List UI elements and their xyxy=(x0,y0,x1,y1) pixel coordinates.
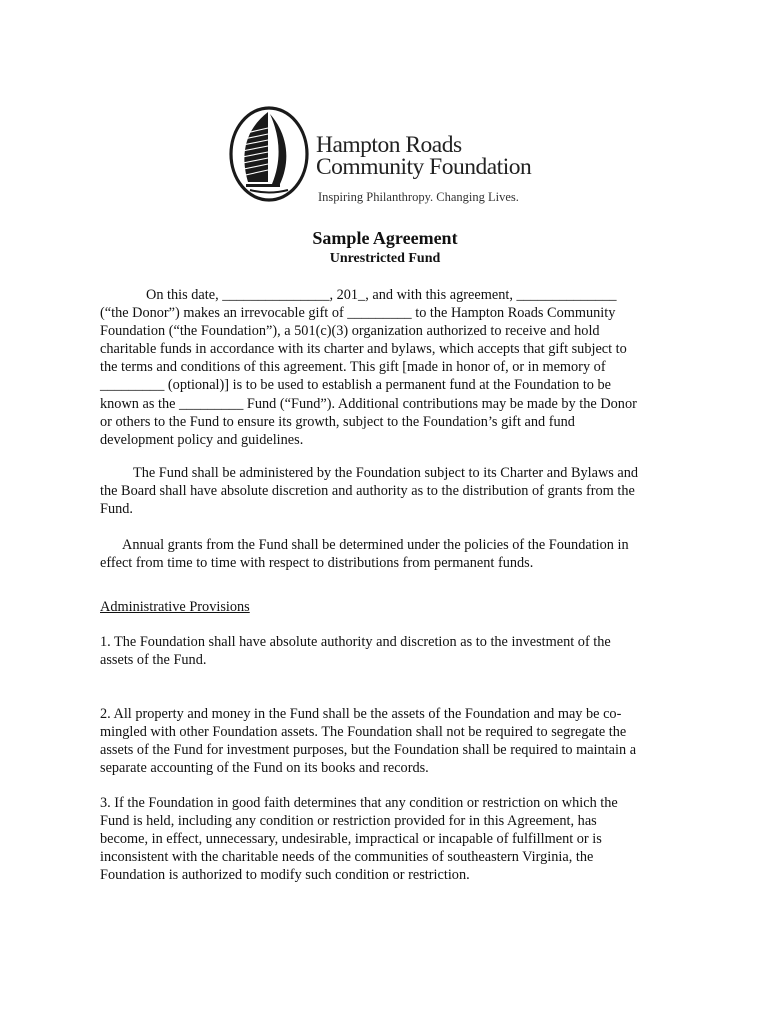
provision-3 xyxy=(100,794,645,884)
logo-org-name xyxy=(316,134,531,178)
logo-name-line-1: Hampton Roads xyxy=(316,132,462,158)
section-heading-text: Administrative Provisions xyxy=(100,599,250,615)
provision-text: 3. If the Foundation in good faith determines that any condition or restriction on which the Fund is held, including any condition or restriction provided for in this Agreement, has become, in effect, unnecessary, undesirable, impractical or incapable of fulfillment or is inconsistent with the charitable needs of the communities of southeastern Virginia, the Foundation is authorized to modify such condition or restriction. xyxy=(100,795,618,884)
provision-1 xyxy=(100,633,645,669)
document-subtitle: Unrestricted Fund xyxy=(329,251,441,266)
logo-name-line-2: Community Foundation xyxy=(316,154,532,180)
document-title: Sample Agreement xyxy=(312,228,458,248)
provision-text: 1. The Foundation shall have absolute authority and discretion as to the investment of the assets of the Fund. xyxy=(100,634,611,669)
paragraph-gift xyxy=(100,286,645,449)
sail-emblem-icon xyxy=(228,104,310,204)
paragraph-text: The Fund shall be administered by the Foundation subject to its Charter and Bylaws and the Board shall have absolute discretion and authority as to the distribution of grants from the Fund. xyxy=(100,465,639,518)
provision-text: 2. All property and money in the Fund shall be the assets of the Foundation and may be co-mingled with other Foundation assets. The Foundation shall not be required to segregate the assets of the Fund for investment purposes, but the Foundation shall be required to maintain a separate accounting of the Fund on its books and records. xyxy=(100,706,637,777)
provision-2 xyxy=(100,705,645,777)
section-heading xyxy=(100,598,645,616)
paragraph-administration xyxy=(100,464,645,518)
logo-tagline: Inspiring Philanthropy. Changing Lives. xyxy=(318,190,519,204)
foundation-logo xyxy=(228,104,532,204)
paragraph-annual-grants xyxy=(100,536,645,572)
paragraph-text: Annual grants from the Fund shall be determined under the policies of the Foundation in effect from time to time with respect to distributions from permanent funds. xyxy=(100,537,629,572)
paragraph-text: On this date, _______________, 201_, and with this agreement, ______________ (“the Donor”) makes an irrevocable gift of _________ to the Hampton Roads Community Foundation (“the Foundation”), a 501(c)(3) organization authorized to receive and hold charitable funds in accordance with its charter and bylaws, which accepts that gift subject to the terms and conditions of this agreement. This gift [made in honor of, or in memory of _________ (optional)] is to be used to establish a permanent fund at the Foundation to be known as the _________ Fund (“Fund”). Additional contributions may be made by the Donor or others to the Fund to ensure its growth, subject to the Foundation’s gift and fund development policy and guidelines. xyxy=(100,287,637,448)
